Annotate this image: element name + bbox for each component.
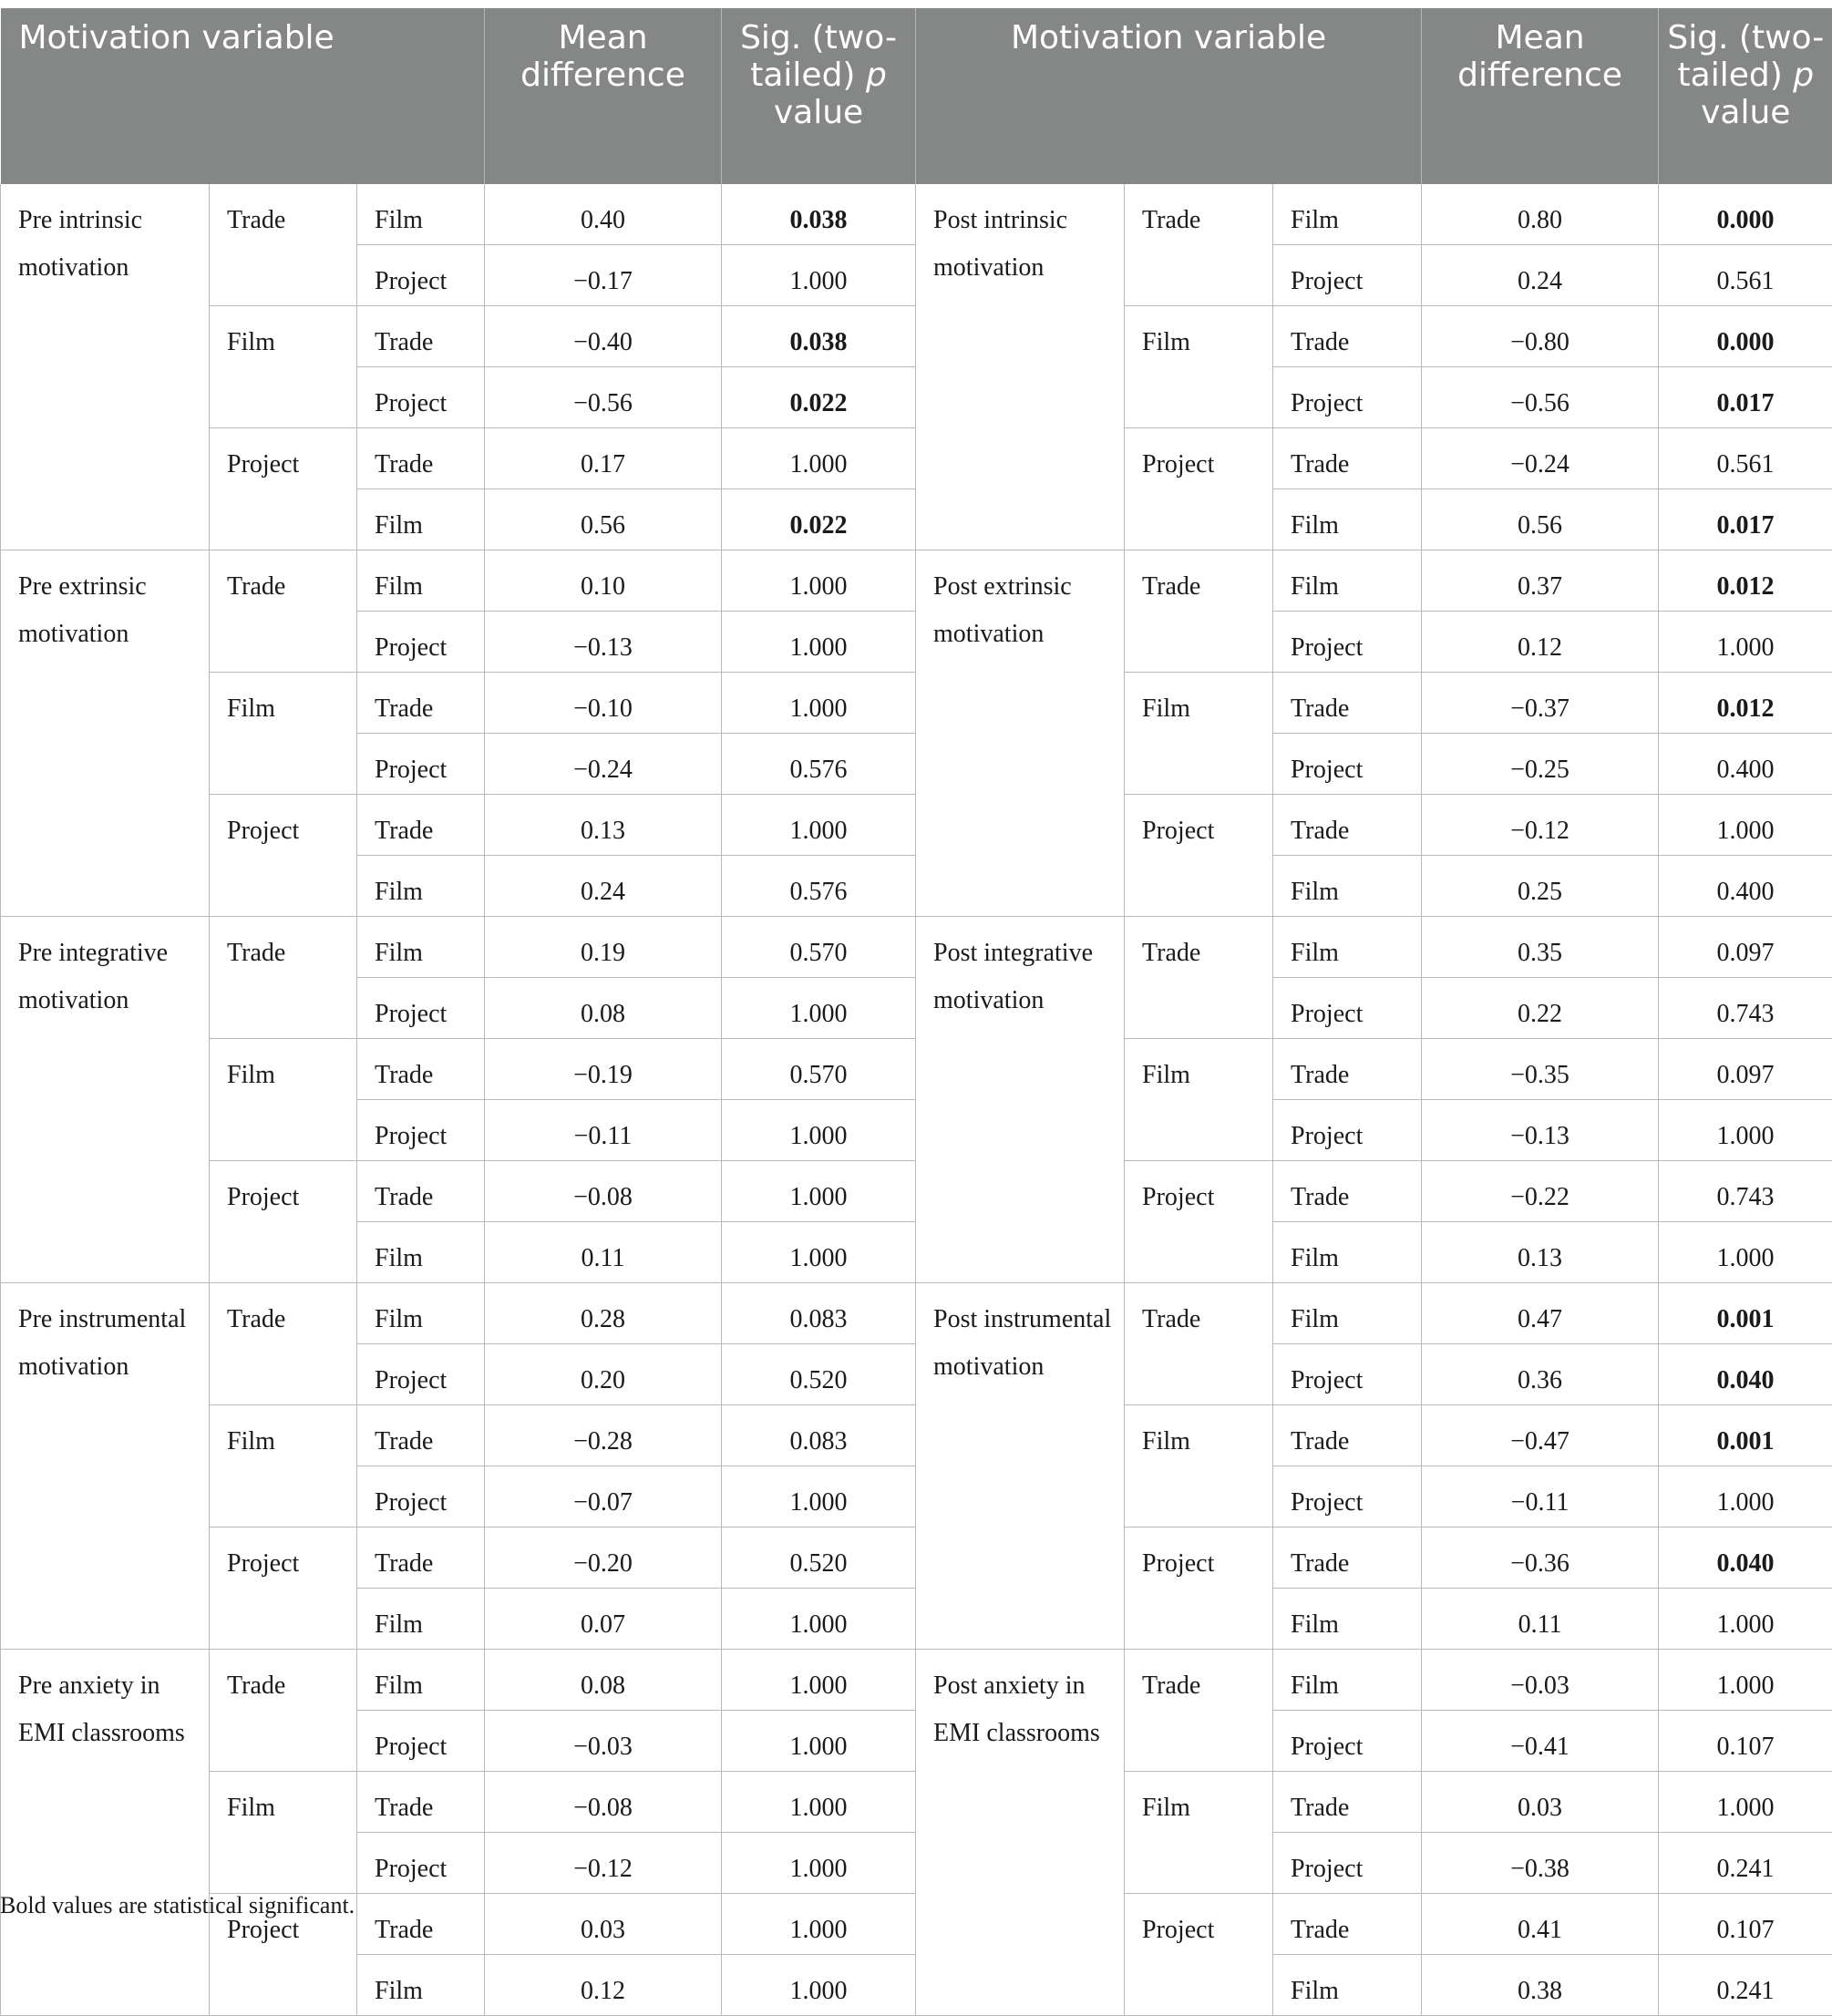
left-comparison-cell: Project [357, 978, 485, 1039]
left-sig-cell: 1.000 [722, 428, 916, 489]
left-mean-difference-cell: 0.24 [485, 856, 722, 917]
left-group-cell: Project [210, 1527, 357, 1650]
right-sig-cell: 1.000 [1659, 1589, 1832, 1650]
right-comparison-cell: Project [1273, 367, 1422, 428]
right-comparison-cell: Project [1273, 1833, 1422, 1894]
right-comparison-cell: Project [1273, 734, 1422, 795]
left-sig-cell: 0.038 [722, 184, 916, 245]
right-comparison-cell: Film [1273, 489, 1422, 550]
left-sig-cell: 0.520 [722, 1344, 916, 1405]
right-comparison-cell: Trade [1273, 1527, 1422, 1589]
left-mean-difference-cell: 0.17 [485, 428, 722, 489]
right-mean-difference-cell: 0.35 [1422, 917, 1659, 978]
left-mean-difference-cell: 0.07 [485, 1589, 722, 1650]
right-sig-cell: 1.000 [1659, 1772, 1832, 1833]
right-mean-difference-cell: 0.03 [1422, 1772, 1659, 1833]
left-sig-cell: 1.000 [722, 978, 916, 1039]
right-sig-cell: 1.000 [1659, 1222, 1832, 1283]
left-sig-cell: 1.000 [722, 1589, 916, 1650]
left-comparison-cell: Trade [357, 1894, 485, 1955]
left-sig-cell: 1.000 [722, 1894, 916, 1955]
right-mean-difference-cell: 0.38 [1422, 1955, 1659, 2016]
left-sig-cell: 1.000 [722, 550, 916, 612]
left-sig-cell: 1.000 [722, 1222, 916, 1283]
right-mean-difference-cell: −0.13 [1422, 1100, 1659, 1161]
right-sig-cell: 0.743 [1659, 1161, 1832, 1222]
right-comparison-cell: Project [1273, 245, 1422, 306]
right-mean-difference-cell: 0.25 [1422, 856, 1659, 917]
right-mean-difference-cell: 0.80 [1422, 184, 1659, 245]
right-mean-difference-cell: 0.11 [1422, 1589, 1659, 1650]
left-mean-difference-cell: 0.08 [485, 978, 722, 1039]
right-group-cell: Film [1125, 306, 1273, 428]
right-sig-cell: 0.001 [1659, 1283, 1832, 1344]
left-group-cell: Film [210, 1772, 357, 1894]
right-sig-cell: 0.017 [1659, 367, 1832, 428]
left-group-cell: Project [210, 1894, 357, 2016]
left-group-cell: Trade [210, 1283, 357, 1405]
left-comparison-cell: Trade [357, 1772, 485, 1833]
header-sig-left-value: value [774, 94, 863, 131]
left-mean-difference-cell: −0.40 [485, 306, 722, 367]
left-group-cell: Project [210, 795, 357, 917]
right-comparison-cell: Film [1273, 1650, 1422, 1711]
header-sig-left-p: p [866, 57, 887, 94]
left-mean-difference-cell: 0.56 [485, 489, 722, 550]
left-mean-difference-cell: 0.12 [485, 1955, 722, 2016]
right-mean-difference-cell: 0.24 [1422, 245, 1659, 306]
left-mean-difference-cell: 0.28 [485, 1283, 722, 1344]
header-sig-left-text: Sig. (two-tailed) [740, 19, 897, 94]
left-mean-difference-cell: −0.11 [485, 1100, 722, 1161]
left-sig-cell: 0.520 [722, 1527, 916, 1589]
right-comparison-cell: Film [1273, 184, 1422, 245]
right-mean-difference-cell: −0.11 [1422, 1466, 1659, 1527]
right-group-cell: Project [1125, 428, 1273, 550]
left-mean-difference-cell: −0.28 [485, 1405, 722, 1466]
left-group-cell: Trade [210, 1650, 357, 1772]
right-comparison-cell: Project [1273, 1100, 1422, 1161]
right-group-cell: Project [1125, 795, 1273, 917]
right-sig-cell: 0.001 [1659, 1405, 1832, 1466]
right-sig-cell: 1.000 [1659, 612, 1832, 673]
left-mean-difference-cell: −0.56 [485, 367, 722, 428]
right-comparison-cell: Project [1273, 1466, 1422, 1527]
left-group-cell: Project [210, 1161, 357, 1283]
right-comparison-cell: Film [1273, 856, 1422, 917]
left-comparison-cell: Project [357, 1711, 485, 1772]
left-mean-difference-cell: −0.12 [485, 1833, 722, 1894]
left-comparison-cell: Trade [357, 795, 485, 856]
header-sig-right-text: Sig. (two-tailed) [1667, 19, 1824, 94]
left-comparison-cell: Trade [357, 1161, 485, 1222]
left-mean-difference-cell: 0.13 [485, 795, 722, 856]
left-sig-cell: 1.000 [722, 245, 916, 306]
left-comparison-cell: Film [357, 184, 485, 245]
right-mean-difference-cell: −0.25 [1422, 734, 1659, 795]
left-sig-cell: 1.000 [722, 1650, 916, 1711]
right-comparison-cell: Trade [1273, 1772, 1422, 1833]
right-sig-cell: 0.012 [1659, 550, 1832, 612]
left-mean-difference-cell: 0.08 [485, 1650, 722, 1711]
left-comparison-cell: Project [357, 1344, 485, 1405]
left-comparison-cell: Project [357, 1100, 485, 1161]
right-comparison-cell: Trade [1273, 1405, 1422, 1466]
right-comparison-cell: Project [1273, 978, 1422, 1039]
right-mean-difference-cell: −0.56 [1422, 367, 1659, 428]
left-sig-cell: 1.000 [722, 1100, 916, 1161]
right-group-cell: Trade [1125, 917, 1273, 1039]
right-group-cell: Film [1125, 1772, 1273, 1894]
left-sig-cell: 0.022 [722, 489, 916, 550]
left-group-cell: Film [210, 673, 357, 795]
right-sig-cell: 1.000 [1659, 1650, 1832, 1711]
left-sig-cell: 0.570 [722, 1039, 916, 1100]
left-sig-cell: 1.000 [722, 1772, 916, 1833]
table-row [1, 1650, 1832, 1711]
right-sig-cell: 0.561 [1659, 245, 1832, 306]
right-mean-difference-cell: 0.13 [1422, 1222, 1659, 1283]
right-comparison-cell: Film [1273, 1222, 1422, 1283]
right-mean-difference-cell: −0.37 [1422, 673, 1659, 734]
left-mean-difference-cell: 0.10 [485, 550, 722, 612]
right-comparison-cell: Trade [1273, 428, 1422, 489]
right-mean-difference-cell: 0.12 [1422, 612, 1659, 673]
left-comparison-cell: Trade [357, 428, 485, 489]
left-comparison-cell: Trade [357, 673, 485, 734]
right-sig-cell: 0.097 [1659, 1039, 1832, 1100]
header-mean-difference-left: Mean difference [485, 8, 722, 184]
post-hoc-comparison-table [0, 8, 1832, 2016]
left-comparison-cell: Trade [357, 1405, 485, 1466]
right-group-cell: Trade [1125, 1283, 1273, 1405]
right-sig-cell: 0.241 [1659, 1833, 1832, 1894]
right-sig-cell: 0.040 [1659, 1527, 1832, 1589]
left-group-cell: Film [210, 1039, 357, 1161]
left-sig-cell: 1.000 [722, 612, 916, 673]
left-group-cell: Film [210, 1405, 357, 1527]
right-mean-difference-cell: 0.37 [1422, 550, 1659, 612]
right-mean-difference-cell: 0.22 [1422, 978, 1659, 1039]
left-mean-difference-cell: −0.10 [485, 673, 722, 734]
left-variable-cell: Pre anxiety in EMI classrooms [1, 1650, 210, 2016]
left-mean-difference-cell: −0.07 [485, 1466, 722, 1527]
right-mean-difference-cell: −0.47 [1422, 1405, 1659, 1466]
table-row [1, 184, 1832, 245]
right-sig-cell: 0.241 [1659, 1955, 1832, 2016]
left-mean-difference-cell: −0.03 [485, 1711, 722, 1772]
right-comparison-cell: Trade [1273, 795, 1422, 856]
right-group-cell: Film [1125, 1039, 1273, 1161]
right-comparison-cell: Project [1273, 1711, 1422, 1772]
left-comparison-cell: Film [357, 1955, 485, 2016]
right-group-cell: Trade [1125, 184, 1273, 306]
left-comparison-cell: Film [357, 1589, 485, 1650]
left-group-cell: Project [210, 428, 357, 550]
right-sig-cell: 0.400 [1659, 734, 1832, 795]
right-comparison-cell: Trade [1273, 1161, 1422, 1222]
right-sig-cell: 0.000 [1659, 306, 1832, 367]
right-mean-difference-cell: 0.36 [1422, 1344, 1659, 1405]
right-comparison-cell: Trade [1273, 306, 1422, 367]
left-sig-cell: 1.000 [722, 673, 916, 734]
left-comparison-cell: Project [357, 367, 485, 428]
table-row [1, 1283, 1832, 1344]
left-sig-cell: 0.083 [722, 1405, 916, 1466]
left-comparison-cell: Trade [357, 306, 485, 367]
left-mean-difference-cell: −0.08 [485, 1161, 722, 1222]
left-sig-cell: 0.083 [722, 1283, 916, 1344]
left-variable-cell: Pre integrative motivation [1, 917, 210, 1283]
right-group-cell: Trade [1125, 550, 1273, 673]
header-sig-right [1659, 8, 1832, 184]
right-sig-cell: 0.017 [1659, 489, 1832, 550]
right-variable-cell: Post anxiety in EMI classrooms [916, 1650, 1125, 2016]
right-sig-cell: 0.107 [1659, 1711, 1832, 1772]
left-mean-difference-cell: −0.24 [485, 734, 722, 795]
left-group-cell: Film [210, 306, 357, 428]
right-comparison-cell: Trade [1273, 673, 1422, 734]
table-footnote: Bold values are statistical significant. [0, 1892, 355, 1919]
header-sig-right-p: p [1793, 57, 1814, 94]
right-mean-difference-cell: −0.38 [1422, 1833, 1659, 1894]
left-mean-difference-cell: 0.03 [485, 1894, 722, 1955]
left-mean-difference-cell: 0.20 [485, 1344, 722, 1405]
right-group-cell: Project [1125, 1527, 1273, 1650]
right-group-cell: Film [1125, 673, 1273, 795]
left-sig-cell: 0.576 [722, 856, 916, 917]
right-sig-cell: 0.000 [1659, 184, 1832, 245]
left-comparison-cell: Project [357, 1466, 485, 1527]
right-sig-cell: 1.000 [1659, 1466, 1832, 1527]
header-motivation-variable-right: Motivation variable [916, 8, 1422, 184]
right-sig-cell: 0.743 [1659, 978, 1832, 1039]
right-mean-difference-cell: −0.03 [1422, 1650, 1659, 1711]
left-comparison-cell: Project [357, 1833, 485, 1894]
left-variable-cell: Pre extrinsic motivation [1, 550, 210, 917]
right-sig-cell: 0.012 [1659, 673, 1832, 734]
left-group-cell: Trade [210, 550, 357, 673]
right-mean-difference-cell: −0.80 [1422, 306, 1659, 367]
left-sig-cell: 0.570 [722, 917, 916, 978]
right-variable-cell: Post instrumental motivation [916, 1283, 1125, 1650]
header-motivation-variable-left: Motivation variable [1, 8, 485, 184]
table-row [1, 550, 1832, 612]
left-sig-cell: 1.000 [722, 1161, 916, 1222]
header-mean-difference-right: Mean difference [1422, 8, 1659, 184]
left-sig-cell: 1.000 [722, 1466, 916, 1527]
left-comparison-cell: Film [357, 1222, 485, 1283]
right-variable-cell: Post integrative motivation [916, 917, 1125, 1283]
right-group-cell: Film [1125, 1405, 1273, 1527]
right-mean-difference-cell: −0.24 [1422, 428, 1659, 489]
left-comparison-cell: Film [357, 856, 485, 917]
right-mean-difference-cell: −0.41 [1422, 1711, 1659, 1772]
right-sig-cell: 0.107 [1659, 1894, 1832, 1955]
right-mean-difference-cell: −0.36 [1422, 1527, 1659, 1589]
left-mean-difference-cell: −0.19 [485, 1039, 722, 1100]
left-mean-difference-cell: −0.20 [485, 1527, 722, 1589]
right-sig-cell: 0.561 [1659, 428, 1832, 489]
right-mean-difference-cell: 0.41 [1422, 1894, 1659, 1955]
left-sig-cell: 1.000 [722, 1833, 916, 1894]
table-header-row [1, 8, 1832, 184]
right-sig-cell: 1.000 [1659, 1100, 1832, 1161]
right-comparison-cell: Film [1273, 1283, 1422, 1344]
left-comparison-cell: Film [357, 917, 485, 978]
right-sig-cell: 0.040 [1659, 1344, 1832, 1405]
left-variable-cell: Pre instrumental motivation [1, 1283, 210, 1650]
right-comparison-cell: Film [1273, 917, 1422, 978]
left-comparison-cell: Project [357, 612, 485, 673]
left-comparison-cell: Film [357, 1650, 485, 1711]
left-mean-difference-cell: −0.13 [485, 612, 722, 673]
right-comparison-cell: Film [1273, 550, 1422, 612]
left-sig-cell: 1.000 [722, 795, 916, 856]
left-comparison-cell: Trade [357, 1039, 485, 1100]
right-mean-difference-cell: −0.12 [1422, 795, 1659, 856]
header-sig-left [722, 8, 916, 184]
right-comparison-cell: Trade [1273, 1894, 1422, 1955]
left-mean-difference-cell: −0.17 [485, 245, 722, 306]
right-group-cell: Project [1125, 1894, 1273, 2016]
left-comparison-cell: Film [357, 489, 485, 550]
table-row [1, 917, 1832, 978]
left-group-cell: Trade [210, 917, 357, 1039]
right-mean-difference-cell: 0.47 [1422, 1283, 1659, 1344]
header-sig-right-value: value [1701, 94, 1790, 131]
right-sig-cell: 0.400 [1659, 856, 1832, 917]
right-variable-cell: Post extrinsic motivation [916, 550, 1125, 917]
left-sig-cell: 0.576 [722, 734, 916, 795]
right-comparison-cell: Film [1273, 1955, 1422, 2016]
left-comparison-cell: Film [357, 550, 485, 612]
right-variable-cell: Post intrinsic motivation [916, 184, 1125, 550]
left-comparison-cell: Project [357, 245, 485, 306]
left-mean-difference-cell: 0.40 [485, 184, 722, 245]
right-mean-difference-cell: −0.22 [1422, 1161, 1659, 1222]
right-comparison-cell: Trade [1273, 1039, 1422, 1100]
left-comparison-cell: Film [357, 1283, 485, 1344]
left-sig-cell: 1.000 [722, 1955, 916, 2016]
left-comparison-cell: Trade [357, 1527, 485, 1589]
left-mean-difference-cell: 0.19 [485, 917, 722, 978]
right-sig-cell: 0.097 [1659, 917, 1832, 978]
right-mean-difference-cell: −0.35 [1422, 1039, 1659, 1100]
left-sig-cell: 0.022 [722, 367, 916, 428]
right-comparison-cell: Project [1273, 612, 1422, 673]
left-variable-cell: Pre intrinsic motivation [1, 184, 210, 550]
left-mean-difference-cell: −0.08 [485, 1772, 722, 1833]
right-mean-difference-cell: 0.56 [1422, 489, 1659, 550]
right-sig-cell: 1.000 [1659, 795, 1832, 856]
left-comparison-cell: Project [357, 734, 485, 795]
right-group-cell: Trade [1125, 1650, 1273, 1772]
table-body [1, 184, 1832, 2016]
right-comparison-cell: Film [1273, 1589, 1422, 1650]
left-mean-difference-cell: 0.11 [485, 1222, 722, 1283]
right-comparison-cell: Project [1273, 1344, 1422, 1405]
left-sig-cell: 0.038 [722, 306, 916, 367]
right-group-cell: Project [1125, 1161, 1273, 1283]
left-sig-cell: 1.000 [722, 1711, 916, 1772]
left-group-cell: Trade [210, 184, 357, 306]
